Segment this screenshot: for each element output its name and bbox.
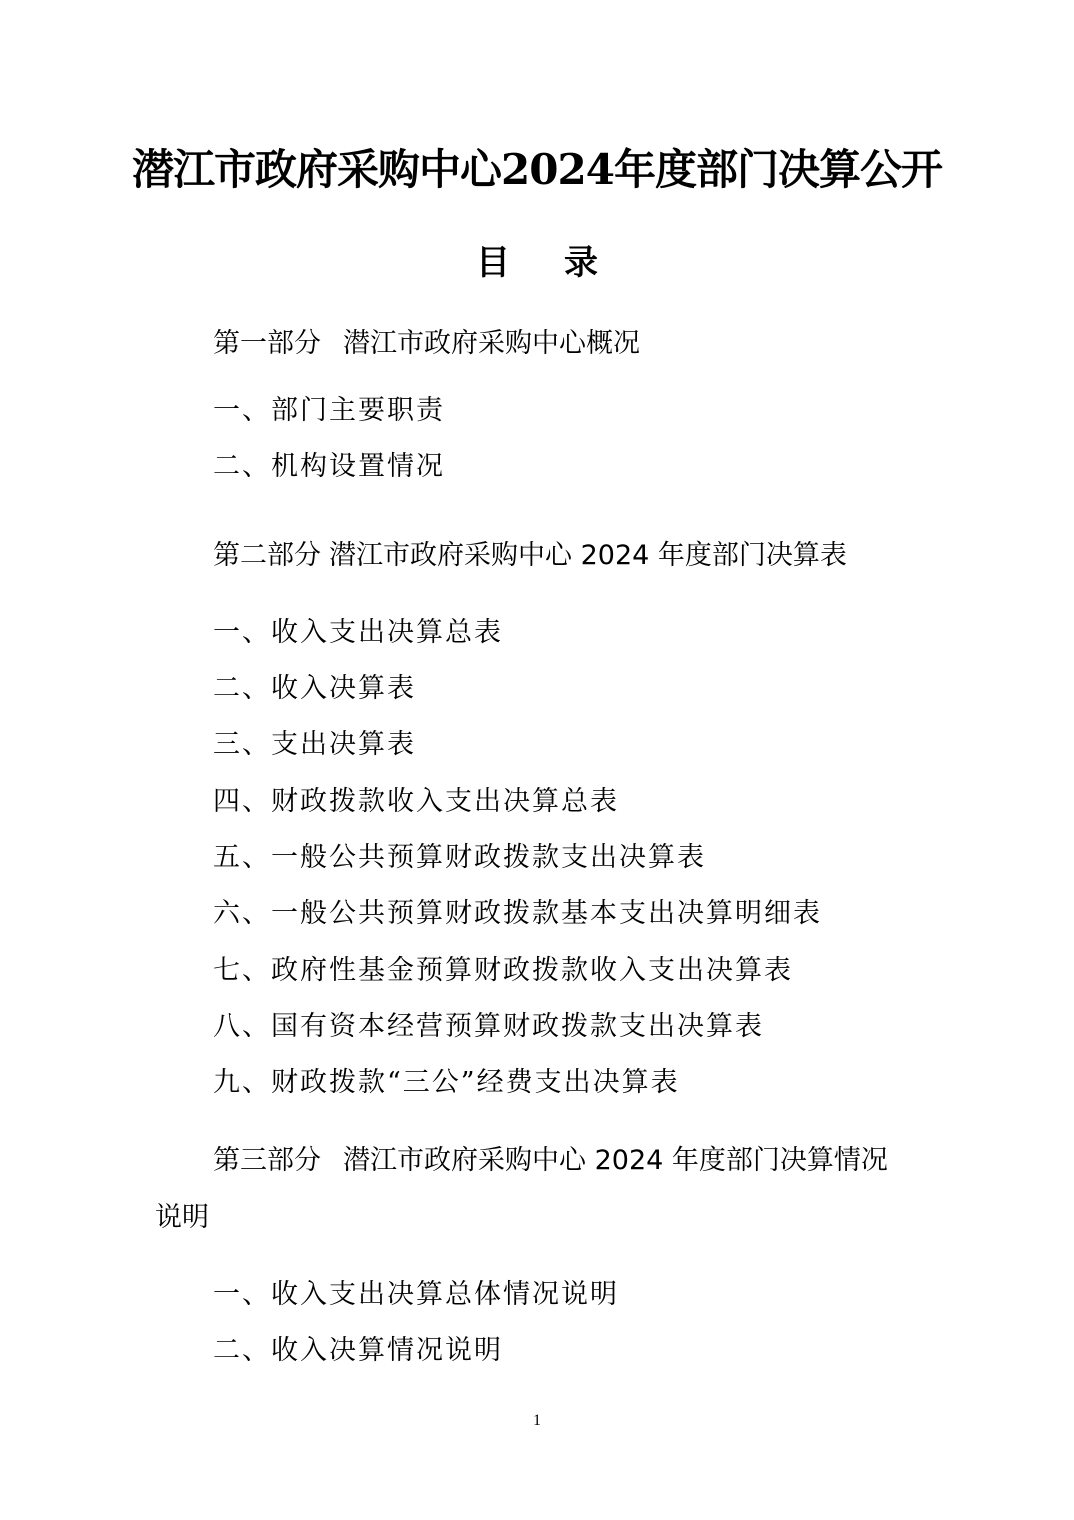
part2-item: 九、财政拨款“三公”经费支出决算表	[213, 1067, 680, 1098]
part2-item: 四、财政拨款收入支出决算总表	[213, 786, 619, 817]
part1-title: 潜江市政府采购中心概况	[343, 328, 640, 359]
part2-item: 三、支出决算表	[213, 729, 416, 760]
part1-heading	[213, 324, 640, 364]
part3-item: 一、收入支出决算总体情况说明	[213, 1279, 619, 1310]
part1-label: 第一部分	[213, 328, 321, 359]
part2-item: 二、收入决算表	[213, 673, 416, 704]
part2-item: 五、一般公共预算财政拨款支出决算表	[213, 842, 706, 873]
part2-label: 第二部分	[213, 540, 321, 571]
part1-item: 二、机构设置情况	[213, 451, 445, 482]
page-number: 1	[533, 1412, 541, 1429]
part3-title: 潜江市政府采购中心 2024 年度部门决算情况	[343, 1145, 888, 1176]
part2-item: 一、收入支出决算总表	[213, 617, 503, 648]
part2-item: 八、国有资本经营预算财政拨款支出决算表	[213, 1011, 764, 1042]
part3-label: 第三部分	[213, 1145, 321, 1176]
part3-item: 二、收入决算情况说明	[213, 1335, 503, 1366]
toc-heading-char-1: 目	[476, 243, 510, 283]
part1-item: 一、部门主要职责	[213, 395, 445, 426]
part3-heading-wrap: 说明	[155, 1202, 209, 1233]
toc-heading-char-2: 录	[564, 243, 598, 283]
part3-heading	[213, 1141, 888, 1181]
part2-item: 七、政府性基金预算财政拨款收入支出决算表	[213, 955, 793, 986]
toc-heading	[0, 238, 1074, 288]
part2-item: 六、一般公共预算财政拨款基本支出决算明细表	[213, 898, 822, 929]
part2-heading	[213, 536, 847, 576]
document-title: 潜江市政府采购中心2024年度部门决算公开	[132, 145, 942, 194]
part2-title: 潜江市政府采购中心 2024 年度部门决算表	[329, 540, 847, 571]
